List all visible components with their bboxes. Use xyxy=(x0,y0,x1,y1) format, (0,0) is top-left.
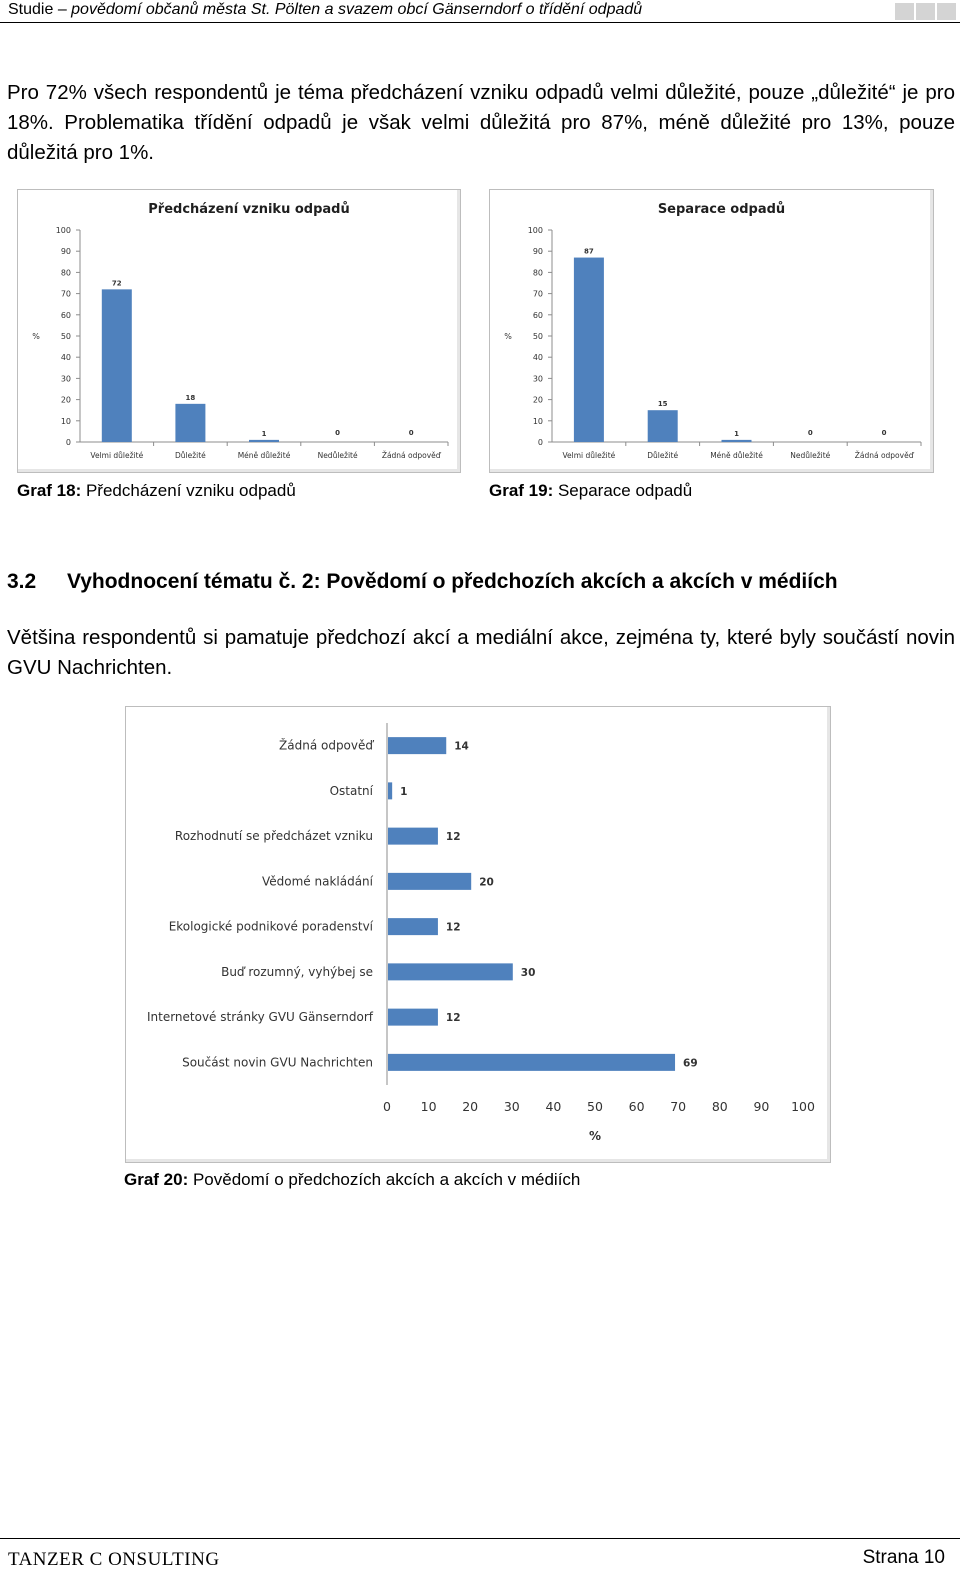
graf20-x-tick-label-8: 80 xyxy=(711,1099,728,1114)
graf20-x-tick-label-6: 60 xyxy=(628,1099,645,1114)
graf20-bar-6 xyxy=(388,1009,438,1026)
graf19-title: Separace odpadů xyxy=(657,202,786,217)
header-title xyxy=(8,1,642,19)
graf19-y-tick-label-4: 40 xyxy=(532,353,543,363)
caption-graf18-text: Předcházení vzniku odpadů xyxy=(81,481,296,500)
graf19-data-label-2: 1 xyxy=(734,429,739,438)
graf19-data-label-4: 0 xyxy=(881,429,887,437)
intro-paragraph: Pro 72% všech respondentů je téma předcházení vzniku odpadů velmi důležité, pouze „důležité“ je pro 18%. Problematika třídění odpadů je však velmi důležitá pro 87%, méně důležité pro 13%, pouze důležitá pro 1%. xyxy=(7,81,955,164)
graf19-y-tick-label-9: 90 xyxy=(532,247,543,257)
graf18-y-tick-label-3: 30 xyxy=(60,374,71,384)
graf19-y-tick-label-2: 20 xyxy=(532,395,543,405)
graf18-y-tick-label-9: 90 xyxy=(60,247,71,257)
graf18-x-tick-label-3: Nedůležité xyxy=(317,451,358,460)
graf19-bar-2 xyxy=(722,440,752,442)
chart-graf19 xyxy=(489,189,934,473)
graf19-y-tick-label-5: 50 xyxy=(532,332,543,341)
page-header xyxy=(0,0,960,23)
section-title: Vyhodnocení tématu č. 2: Povědomí o předchozích akcích a akcích v médiích xyxy=(67,570,838,593)
graf18-data-label-1: 18 xyxy=(185,393,196,402)
graf18-data-label-2: 1 xyxy=(261,429,267,438)
graf20-x-tick-label-1: 10 xyxy=(420,1099,437,1114)
section-paragraph: Většina respondentů si pamatuje předchozí akcí a mediální akce, zejména ty, které byly součástí novin GVU Nachrichten. xyxy=(7,626,955,679)
caption-graf20 xyxy=(124,1170,580,1190)
chart-graf20 xyxy=(125,706,831,1163)
graf20-x-axis-label: % xyxy=(588,1129,602,1143)
caption-graf19-text: Separace odpadů xyxy=(553,481,693,500)
graf20-x-tick-label-9: 90 xyxy=(753,1099,770,1114)
graf19-x-tick-label-4: Žádná odpověď xyxy=(854,451,914,460)
caption-graf20-label: Graf 20: xyxy=(124,1170,189,1189)
graf20-category-label-7: Součást novin GVU Nachrichten xyxy=(182,1055,373,1070)
caption-graf20-text: Povědomí o předchozích akcích a akcích v médiích xyxy=(188,1170,581,1189)
graf18-data-label-4: 0 xyxy=(408,429,414,437)
graf19-bar-0 xyxy=(574,258,604,442)
graf19-y-tick-label-7: 70 xyxy=(532,289,543,299)
graf18-y-tick-label-10: 100 xyxy=(55,226,71,235)
graf18-y-tick-label-0: 0 xyxy=(65,438,71,447)
graf18-x-tick-label-2: Méně důležité xyxy=(237,451,291,460)
graf19-data-label-0: 87 xyxy=(584,247,594,256)
graf18-y-tick-label-5: 50 xyxy=(60,332,71,341)
graf20-bar-7 xyxy=(388,1054,675,1071)
graf19-x-tick-label-0: Velmi důležité xyxy=(562,451,616,460)
footer-company: TANZER C ONSULTING xyxy=(8,1549,220,1570)
header-title-italic: povědomí občanů města St. Pölten a svazem obcí Gänserndorf o třídění odpadů xyxy=(71,1,643,18)
graf20-bar-1 xyxy=(388,782,392,799)
graf20-bar-4 xyxy=(388,918,438,935)
graf20-bar-0 xyxy=(388,737,446,754)
graf18-bar-0 xyxy=(102,289,132,442)
graf20-data-label-2: 12 xyxy=(445,831,461,844)
graf19-y-tick-label-0: 0 xyxy=(537,438,543,447)
caption-graf18-label: Graf 18: xyxy=(17,481,82,500)
graf20-data-label-7: 69 xyxy=(683,1057,698,1070)
graf19-y-tick-label-1: 10 xyxy=(532,416,543,426)
graf20-category-label-5: Buď rozumný, vyhýbej se xyxy=(221,964,373,979)
graf20-x-tick-label-5: 50 xyxy=(587,1099,603,1114)
graf20-x-tick-label-10: 100 xyxy=(791,1099,815,1114)
graf20-data-label-6: 12 xyxy=(445,1012,461,1025)
caption-graf19-label: Graf 19: xyxy=(489,481,554,500)
graf19-data-label-1: 15 xyxy=(657,400,668,409)
graf19-y-axis-label: % xyxy=(504,332,512,341)
graf20-x-tick-label-0: 0 xyxy=(383,1099,391,1114)
chart-graf18 xyxy=(17,189,461,473)
section-number: 3.2 xyxy=(7,570,37,593)
header-title-prefix: Studie – xyxy=(8,1,72,18)
graf18-data-label-0: 72 xyxy=(111,279,122,288)
graf19-y-tick-label-8: 80 xyxy=(532,268,543,278)
graf18-data-label-3: 0 xyxy=(335,429,341,437)
graf18-title: Předcházení vzniku odpadů xyxy=(148,202,350,217)
graf18-y-tick-label-6: 60 xyxy=(60,310,71,320)
section-heading xyxy=(7,570,838,594)
graf19-y-tick-label-10: 100 xyxy=(527,226,543,235)
footer-page-number: Strana 10 xyxy=(862,1547,945,1568)
graf20-category-label-0: Žádná odpověď xyxy=(279,738,373,753)
caption-graf19 xyxy=(489,481,692,501)
chart-graf19-svg xyxy=(490,190,933,472)
graf20-category-label-4: Ekologické podnikové poradenství xyxy=(168,919,373,934)
graf20-data-label-4: 12 xyxy=(445,921,461,934)
graf18-y-tick-label-4: 40 xyxy=(60,353,71,363)
header-square-1 xyxy=(895,3,914,20)
graf18-x-tick-label-0: Velmi důležité xyxy=(90,451,144,460)
graf20-x-tick-label-3: 30 xyxy=(503,1099,520,1114)
chart-graf20-svg xyxy=(126,707,830,1162)
graf18-y-axis-label: % xyxy=(32,332,40,341)
graf20-category-label-1: Ostatní xyxy=(329,783,373,798)
chart-graf18-svg xyxy=(18,190,460,472)
graf20-bar-5 xyxy=(388,963,513,980)
graf19-x-tick-label-3: Nedůležité xyxy=(790,451,831,460)
graf20-data-label-0: 14 xyxy=(454,740,469,753)
graf18-x-tick-label-1: Důležité xyxy=(174,451,206,460)
graf19-y-tick-label-3: 30 xyxy=(532,374,543,384)
graf20-category-label-3: Vědomé nakládání xyxy=(261,874,373,889)
graf20-data-label-3: 20 xyxy=(479,876,494,889)
graf18-y-tick-label-8: 80 xyxy=(60,268,71,278)
graf19-x-tick-label-1: Důležité xyxy=(647,451,679,460)
graf19-x-tick-label-2: Méně důležité xyxy=(710,451,763,460)
footer-divider xyxy=(0,1538,960,1539)
graf20-category-label-6: Internetové stránky GVU Gänserndorf xyxy=(146,1010,373,1025)
graf18-bar-2 xyxy=(249,440,279,442)
graf20-data-label-5: 30 xyxy=(520,966,536,979)
graf19-y-tick-label-6: 60 xyxy=(532,310,543,320)
graf19-bar-1 xyxy=(648,410,678,442)
graf20-bar-2 xyxy=(388,828,438,845)
graf20-data-label-1: 1 xyxy=(400,785,408,798)
graf18-y-tick-label-1: 10 xyxy=(60,416,71,426)
header-square-2 xyxy=(916,3,935,20)
graf18-y-tick-label-7: 70 xyxy=(60,289,71,299)
graf20-x-tick-label-4: 40 xyxy=(545,1099,562,1114)
graf20-bar-3 xyxy=(388,873,471,890)
caption-graf18 xyxy=(17,481,296,501)
graf18-bar-1 xyxy=(175,404,205,442)
header-square-3 xyxy=(937,3,956,20)
header-decoration xyxy=(895,3,956,20)
graf20-x-tick-label-2: 20 xyxy=(462,1099,479,1114)
graf18-y-tick-label-2: 20 xyxy=(60,395,71,405)
graf20-category-label-2: Rozhodnutí se předcházet vzniku xyxy=(174,829,373,844)
graf18-x-tick-label-4: Žádná odpověď xyxy=(381,451,441,460)
graf20-x-tick-label-7: 70 xyxy=(670,1099,687,1114)
graf19-data-label-3: 0 xyxy=(807,429,813,437)
